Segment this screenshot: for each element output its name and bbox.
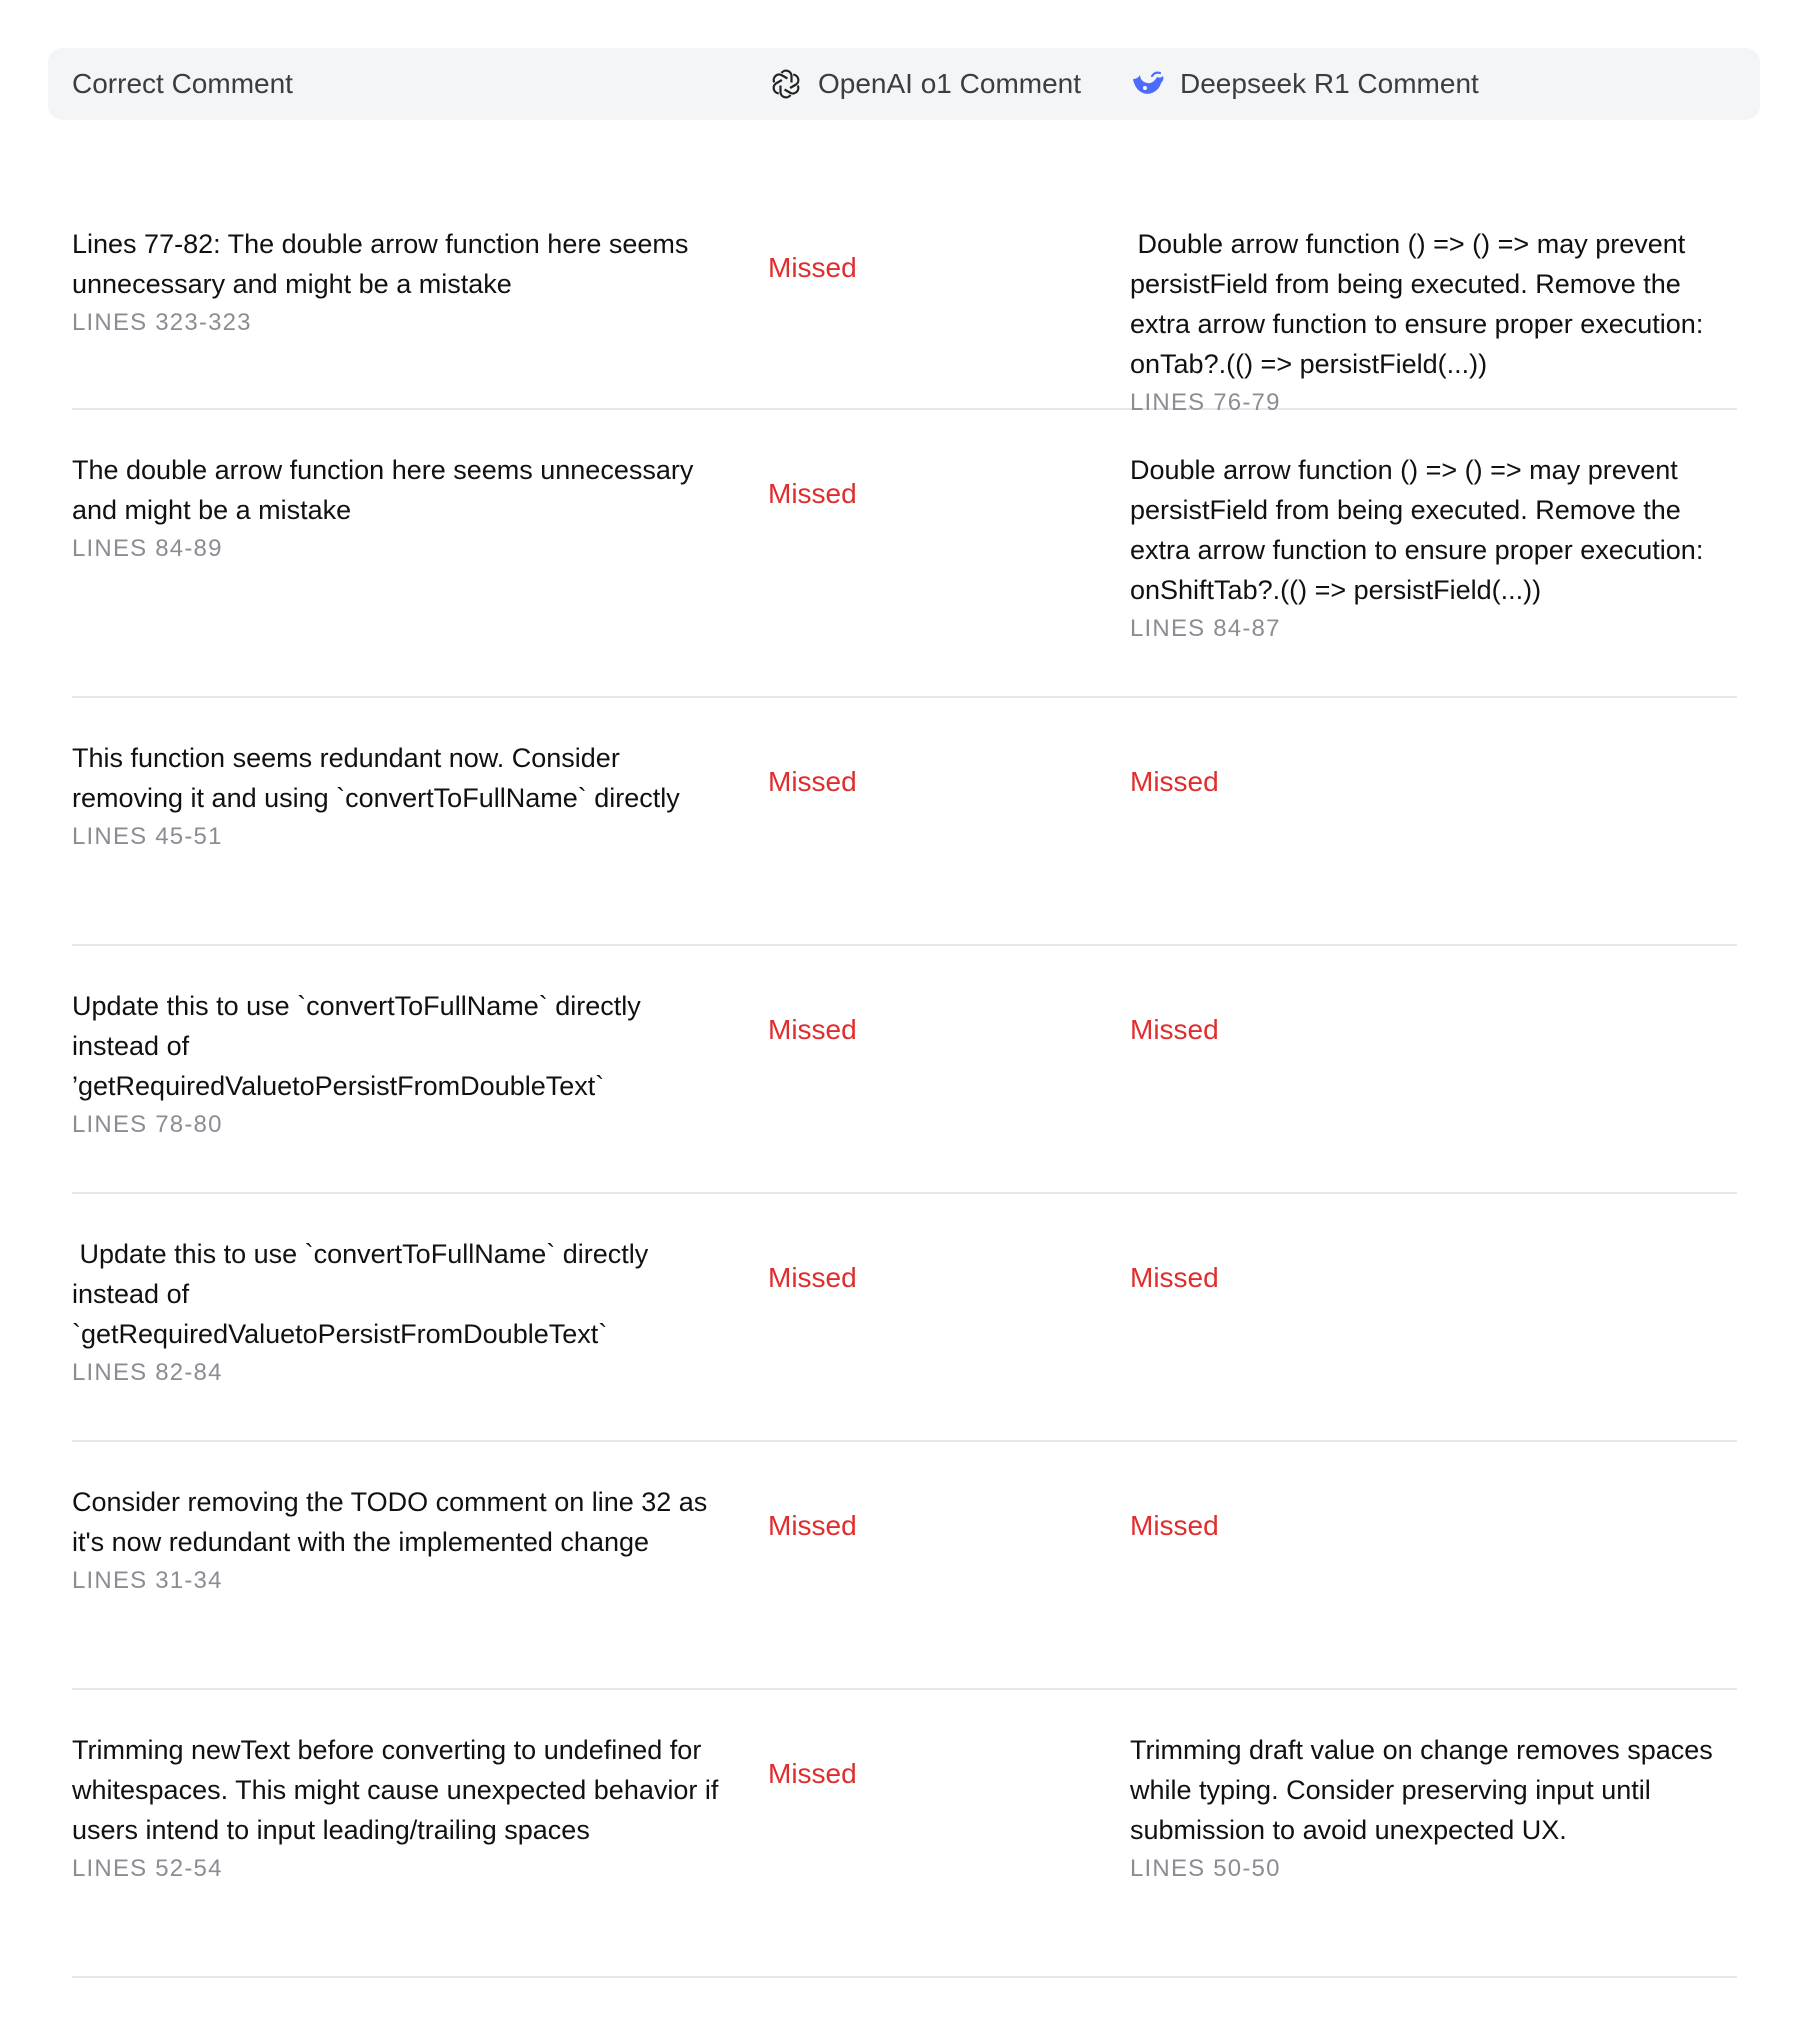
correct-comment-lines: LINES 45-51 xyxy=(72,823,223,850)
correct-comment-text: Update this to use `convertToFullName` directly instead of `getRequiredValuetoPersistFromDoubleText` xyxy=(72,1239,656,1349)
deepseek-whale-icon xyxy=(1130,66,1166,102)
correct-comment-text: Trimming newText before converting to undefined for whitespaces. This might cause unexpected behavior if users intend to input leading/trailing spaces xyxy=(72,1735,726,1845)
header-deepseek-label: Deepseek R1 Comment xyxy=(1180,68,1479,99)
comparison-table xyxy=(48,48,1760,1882)
deepseek-missed-status: Missed xyxy=(1130,1014,1219,1045)
correct-comment-cell xyxy=(72,986,722,1142)
openai-missed-status: Missed xyxy=(768,478,857,509)
correct-comment-lines: LINES 82-84 xyxy=(72,1359,223,1386)
correct-comment-text: The double arrow function here seems unnecessary and might be a mistake xyxy=(72,455,701,525)
correct-comment-cell xyxy=(72,450,722,566)
table-row xyxy=(72,1690,1737,1978)
correct-comment-text: Consider removing the TODO comment on line 32 as it's now redundant with the implemented change xyxy=(72,1487,715,1557)
deepseek-comment-lines: LINES 50-50 xyxy=(1130,1855,1281,1882)
correct-comment-lines: LINES 84-89 xyxy=(72,535,223,562)
correct-comment-cell xyxy=(72,738,722,854)
openai-comment-cell xyxy=(768,1506,1108,1546)
openai-comment-cell xyxy=(768,474,1108,514)
correct-comment-cell xyxy=(72,1234,722,1390)
deepseek-comment-lines: LINES 84-87 xyxy=(1130,615,1281,642)
correct-comment-lines: LINES 31-34 xyxy=(72,1567,223,1594)
header-deepseek-comment xyxy=(1130,48,1479,120)
table-header xyxy=(48,48,1760,120)
deepseek-comment-cell xyxy=(1130,1258,1740,1298)
openai-missed-status: Missed xyxy=(768,766,857,797)
correct-comment-text: Lines 77-82: The double arrow function here seems unnecessary and might be a mistake xyxy=(72,229,696,299)
deepseek-comment-text: Double arrow function () => () => may prevent persistField from being executed. Remove the extra arrow function to ensure proper execution: onTab?.(() => persistField(...)) xyxy=(1130,229,1711,379)
correct-comment-text: This function seems redundant now. Consider removing it and using `convertToFullName` directly xyxy=(72,743,680,813)
correct-comment-cell xyxy=(72,1730,726,1886)
header-openai-comment xyxy=(768,48,1081,120)
openai-logo-icon xyxy=(768,66,804,102)
openai-comment-cell xyxy=(768,1754,1108,1794)
deepseek-comment-cell xyxy=(1130,224,1740,420)
correct-comment-cell xyxy=(72,224,722,340)
deepseek-missed-status: Missed xyxy=(1130,1262,1219,1293)
table-row xyxy=(72,1194,1737,1442)
correct-comment-cell xyxy=(72,1482,722,1598)
table-row xyxy=(72,1442,1737,1690)
openai-comment-cell xyxy=(768,1010,1108,1050)
header-correct-label: Correct Comment xyxy=(72,68,293,99)
table-row xyxy=(72,120,1737,416)
deepseek-comment-text: Double arrow function () => () => may prevent persistField from being executed. Remove the extra arrow function to ensure proper execution: onShiftTab?.(() => persistField(...)) xyxy=(1130,455,1711,605)
table-body xyxy=(72,120,1737,1978)
deepseek-missed-status: Missed xyxy=(1130,1510,1219,1541)
table-row xyxy=(72,410,1737,698)
header-correct-comment xyxy=(72,48,293,120)
deepseek-comment-text: Trimming draft value on change removes spaces while typing. Consider preserving input until submission to avoid unexpected UX. xyxy=(1130,1735,1721,1845)
correct-comment-lines: LINES 78-80 xyxy=(72,1111,223,1138)
deepseek-comment-cell xyxy=(1130,450,1740,646)
deepseek-missed-status: Missed xyxy=(1130,766,1219,797)
openai-comment-cell xyxy=(768,1258,1108,1298)
correct-comment-lines: LINES 323-323 xyxy=(72,309,252,336)
deepseek-comment-cell xyxy=(1130,762,1740,802)
openai-missed-status: Missed xyxy=(768,1758,857,1789)
openai-comment-cell xyxy=(768,762,1108,802)
table-row xyxy=(72,698,1737,946)
openai-missed-status: Missed xyxy=(768,252,857,283)
openai-missed-status: Missed xyxy=(768,1262,857,1293)
deepseek-comment-cell xyxy=(1130,1730,1740,1886)
deepseek-comment-lines: LINES 76-79 xyxy=(1130,389,1281,416)
correct-comment-text: Update this to use `convertToFullName` directly instead of ’getRequiredValuetoPersistFromDoubleText` xyxy=(72,991,649,1101)
openai-missed-status: Missed xyxy=(768,1510,857,1541)
header-openai-label: OpenAI o1 Comment xyxy=(818,68,1082,99)
correct-comment-lines: LINES 52-54 xyxy=(72,1855,223,1882)
deepseek-comment-cell xyxy=(1130,1010,1740,1050)
deepseek-comment-cell xyxy=(1130,1506,1740,1546)
table-row xyxy=(72,946,1737,1194)
openai-comment-cell xyxy=(768,248,1108,288)
openai-missed-status: Missed xyxy=(768,1014,857,1045)
